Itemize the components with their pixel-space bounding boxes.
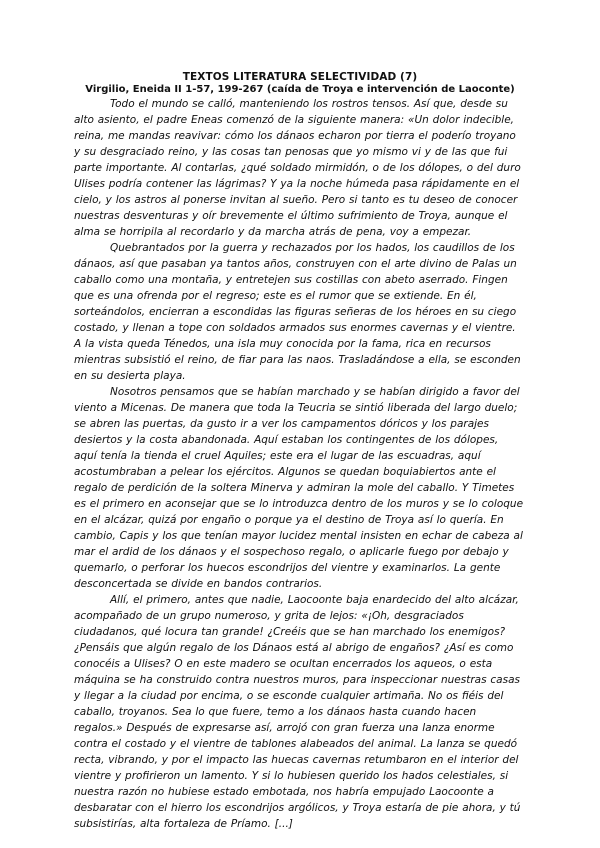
- paragraph-4: Nosotros pensamos que se habían marchado y se habían dirigido a favor del viento a Micenas. De manera que toda la Teucria se sintió liberada del largo duelo; se abren las puertas, da gusto ir a ver los campamentos dóricos y los parajes desiertos y la costa abandonada. Aquí estaban los contingentes de los dólopes, aquí tenía la tienda el cruel Aquiles; este era el lugar de las escuadras, aquí acostumbraban a pelear los ejércitos. Algunos se quedan boquiabiertos ante el regalo de perdición de la soltera Minerva y admiran la mole del caballo. Y Timetes es el primero en aconsejar que se lo introduzca dentro de los muros y se lo coloque en el alcázar, quizá por engaño o porque ya el destino de Troya así lo quería. En cambio, Capis y los que tenían mayor lucidez mental insisten en echar de cabeza al mar el ardid de los dánaos y el sospechoso regalo, o aplicarle fuego por debajo y quemarlo, o perforar los huecos escondrijos del vientre y examinarlos. La gente desconcertada se divide en bandos contrarios.: [74, 386, 524, 590]
- paragraph-3: A la vista queda Ténedos, una isla muy conocida por la fama, rica en recursos mientras subsistió el reino, de fiar para las naos. Trasladándose a ella, se esconden en su desierta playa.: [74, 338, 521, 382]
- paragraph-5: Allí, el primero, antes que nadie, Laocoonte baja enardecido del alto alcázar, acompañado de un grupo numeroso, y grita de lejos: «¡Oh, desgraciados ciudadanos, qué locura tan grande! ¿Creéis que se han marchado los enemigos? ¿Pensáis que algún regalo de los Dánaos está al abrigo de engaños? ¿Así es como conocéis a Ulises? O en este madero se ocultan encerrados los aqueos, o esta máquina se ha construido contra nuestros muros, para inspeccionar nuestras casas y llegar a la ciudad por encima, o se esconde cualquier artimaña. No os fiéis del caballo, troyanos. Sea lo que fuere, temo a los dánaos hasta cuando hacen regalos.» Después de expresarse así, arrojó con gran fuerza una lanza enorme contra el costado y el vientre de tablones alabeados del animal. La lanza se quedó recta, vibrando, y por el impacto las huecas cavernas retumbaron en el interior del vientre y profirieron un lamento. Y si lo hubiesen querido los hados celestiales, si nuestra razón no hubiese estado embotada, nos habría empujado Laocoonte a desbaratar con el hierro los escondrijos argólicos, y Troya estaría de pie ahora, y tú subsistirías, alta fortaleza de Príamo. [...]: [74, 594, 521, 830]
- document-subtitle: Virgilio, Eneida II 1-57, 199-267 (caída de Troya e intervención de Laoconte): [85, 84, 515, 95]
- paragraph-2: Quebrantados por la guerra y rechazados por los hados, los caudillos de los dánaos, así que pasaban ya tantos años, construyen con el arte divino de Palas un caballo como una montaña, y entretejen sus costillas con abeto aserrado. Fingen que es una ofrenda por el regreso; este es el rumor que se extiende. En él, sorteándolos, encierran a escondidas las figuras señeras de los héroes en su ciego costado, y llenan a tope con soldados armados sus enormes cavernas y el vientre.: [74, 242, 517, 334]
- document-title: TEXTOS LITERATURA SELECTIVIDAD (7): [182, 71, 418, 83]
- paragraph-1: Todo el mundo se calló, manteniendo los rostros tensos. Así que, desde su alto asiento, el padre Eneas comenzó de la siguiente manera: «Un dolor indecible, reina, me mandas reavivar: cómo los dánaos echaron por tierra el poderío troyano y su desgraciado reino, y las cosas tan penosas que yo mismo vi y de las que fui parte importante. Al contarlas, ¿qué soldado mirmidón, o de los dólopes, o del duro Ulises podría contener las lágrimas? Y ya la noche húmeda pasa rápidamente en el cielo, y los astros al ponerse invitan al sueño. Pero si tanto es tu deseo de conocer nuestras desventuras y oír brevemente el último sufrimiento de Troya, aunque el alma se horripila al recordarlo y da marcha atrás de pena, voy a empezar.: [74, 98, 521, 238]
- document-body: [74, 96, 524, 832]
